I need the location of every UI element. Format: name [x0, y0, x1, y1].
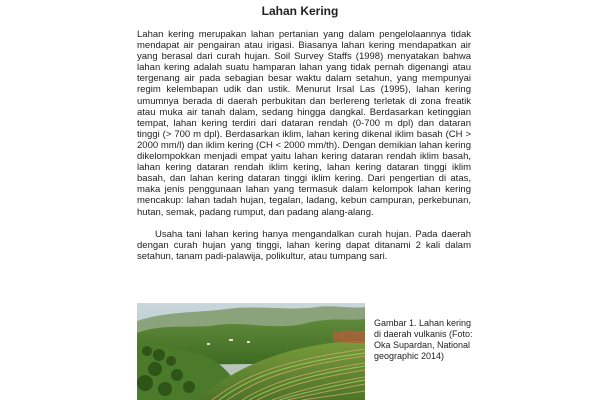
terraced-hillside-image — [137, 303, 365, 400]
page-title: Lahan Kering — [261, 4, 339, 18]
paragraph-2: Usaha tani lahan kering hanya mengandalkan curah hujan. Pada daerah dengan curah hujan yang tinggi, lahan kering dapat ditanami 2 kali dalam setahun, tanam padi-palawija, polikultur, atau tumpang sari. — [137, 228, 471, 262]
body-text — [137, 29, 471, 262]
figure-caption: Gambar 1. Lahan kering di daerah vulkanis (Foto: Oka Supardan, National geographic 2014) — [374, 318, 473, 361]
paragraph-1: Lahan kering merupakan lahan pertanian yang dalam pengelolaannya tidak mendapat air pengairan atau irigasi. Biasanya lahan kering mendapatkan air yang berasal dari curah hujan. Soil Survey Staffs (1998) menyatakan bahwa lahan kering adalah suatu hamparan lahan yang tidak pernah digenangi atau tergenang air pada sebagian besar waktu dalam setahun, yang mempunyai regim kelembapan udik dan ustik. Menurut Irsal Las (1995), lahan kering umumnya berada di daerah perbukitan dan berlereng terletak di zona freatik atau muka air tanah dalam, sedang hingga dangkal. Berdasarkan ketinggian tempat, lahan kering terdiri dari dataran rendah (0-700 m dpl) dan dataran tinggi (> 700 m dpl). Berdasarkan iklim, lahan kering dikenal iklim basah (CH > 2000 mm/l) dan iklim kering (CH < 2000 mm/th). Dengan demikian lahan kering dikelompokkan menjadi empat yaitu lahan kering dataran rendah iklim basah, lahan kering dataran rendah iklim kering, lahan kering dataran tinggi iklim basah, dan lahan kering dataran tinggi iklim kering. Dari pengertian di atas, maka jenis penggunaan lahan yang termasuk dalam kelompok lahan kering mencakup: lahan tadah hujan, tegalan, ladang, kebun campuran, perkebunan, hutan, semak, padang rumput, dan padang alang-alang. — [137, 29, 471, 218]
figure-photo — [137, 303, 365, 400]
